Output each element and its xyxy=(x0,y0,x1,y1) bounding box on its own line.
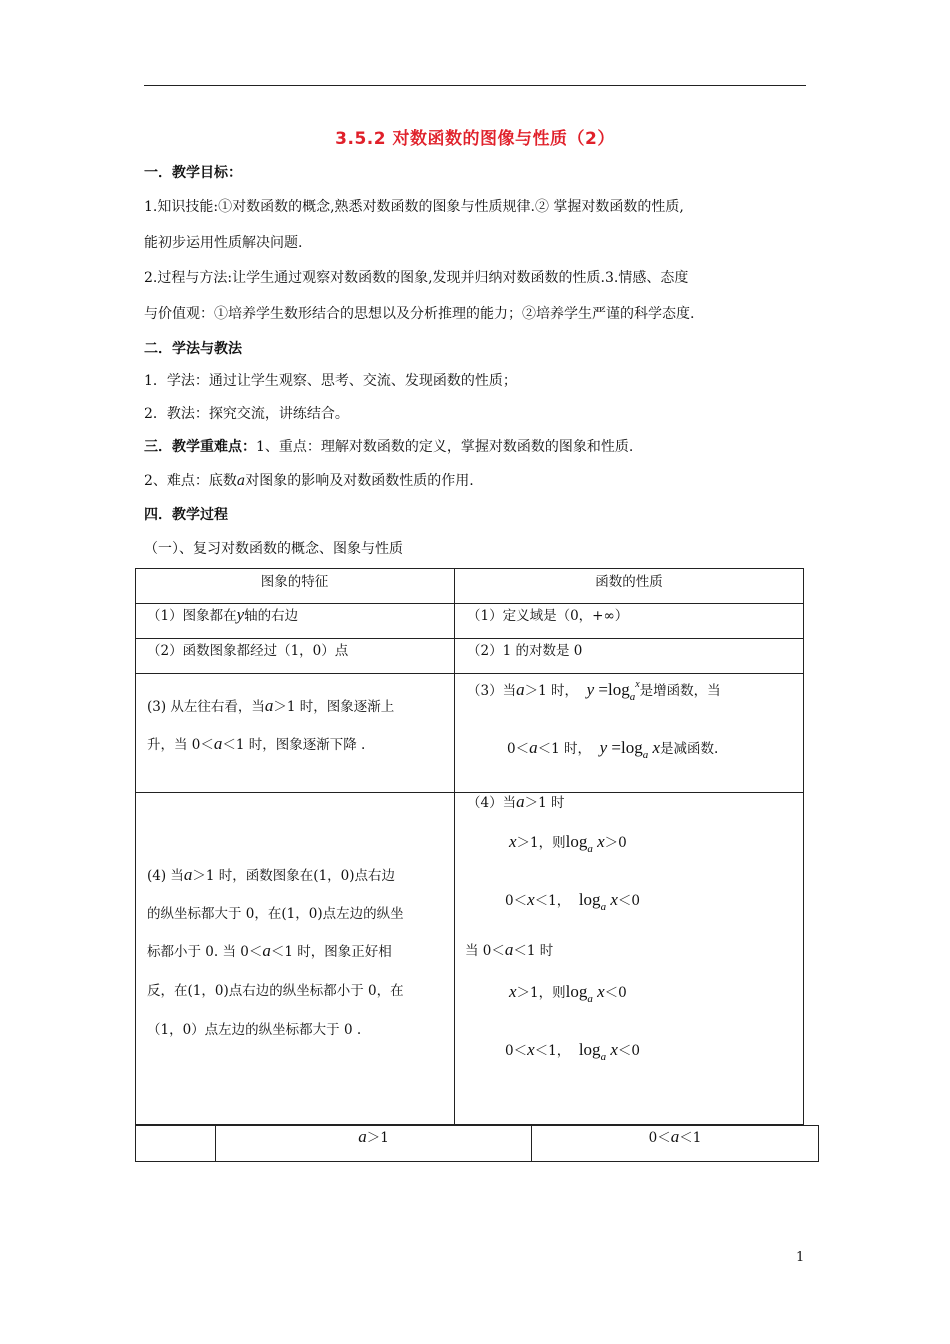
goal1-line1: 1.知识技能:①对数函数的概念,熟悉对数函数的图象与性质规律.② 掌握对数函数的性质, xyxy=(144,199,684,215)
col-a-greater-1: a＞1 xyxy=(358,1127,389,1146)
key-heading: 三．教学重难点： xyxy=(144,439,256,455)
process-heading: 四．教学过程 xyxy=(144,507,228,523)
row4-right-line4: 当 0＜a＜1 时 xyxy=(465,940,554,959)
key-2: 2、难点：底数a对图象的影响及对数函数性质的作用. xyxy=(144,473,474,489)
header-rule xyxy=(144,85,806,86)
goal2-line2: 与价值观：①培养学生数形结合的思想以及分析推理的能力；②培养学生严谨的科学态度. xyxy=(144,306,695,322)
page-number: 1 xyxy=(796,1250,805,1265)
row4-left-line2: 的纵坐标都大于 0，在(1，0)点左边的纵坐 xyxy=(147,906,404,922)
method-heading: 二．学法与教法 xyxy=(144,341,242,357)
row1-left: （1）图象都在y轴的右边 xyxy=(147,605,299,624)
row4-right-line3: 0＜x＜1， $\log_a x<0$ xyxy=(505,890,640,913)
row4-left-line4: 反，在(1，0)点右边的纵坐标都小于 0，在 xyxy=(147,983,404,999)
row4-left-line5: （1，0）点左边的纵坐标都大于 0 . xyxy=(147,1022,362,1038)
row3-right-line1: （3）当a＞1 时， $y =\log_a^x$是增函数，当 xyxy=(467,679,721,703)
row4-left-line3: 标都小于 0. 当 0＜a＜1 时，图象正好相 xyxy=(147,941,392,960)
graph-table-header xyxy=(135,1125,819,1162)
key-1: 1、重点：理解对数函数的定义，掌握对数函数的图象和性质. xyxy=(256,439,634,455)
col-a-between-0-1: 0＜a＜1 xyxy=(648,1127,702,1146)
key-points xyxy=(144,437,814,457)
goal1-line2: 能初步运用性质解决问题. xyxy=(144,235,303,251)
row2-left: （2）函数图象都经过（1，0）点 xyxy=(147,643,349,659)
method-1: 1．学法：通过让学生观察、思考、交流、发现函数的性质； xyxy=(144,373,517,389)
row2-right: （2）1 的对数是 0 xyxy=(467,643,583,659)
header-right: 函数的性质 xyxy=(595,574,663,590)
row4-right-line6: 0＜x＜1， $\log_a x<0$ xyxy=(505,1040,640,1063)
row1-right: （1）定义域是（0，+∞） xyxy=(467,608,629,624)
row4-right-line5: x＞1，则$\log_a x<0$ xyxy=(509,982,627,1005)
goal2-line1: 2.过程与方法:让学生通过观察对数函数的图象,发现并归纳对数函数的性质.3.情感、态度 xyxy=(144,270,689,286)
method-2: 2．教法：探究交流，讲练结合。 xyxy=(144,406,349,422)
goals-heading: 一．教学目标： xyxy=(144,165,242,181)
row4-right-line2: x＞1，则$\log_a x>0$ xyxy=(509,832,627,855)
row3-right-line2: 0＜a＜1 时， $y =\log_a$ x是减函数. xyxy=(507,738,719,761)
row3-left-line1: (3) 从左往右看，当a＞1 时，图象逐渐上 xyxy=(147,696,395,715)
row4-right-line1: （4）当a＞1 时 xyxy=(467,792,565,811)
page-title: 3.5.2 对数函数的图像与性质（2） xyxy=(335,129,615,149)
header-left: 图象的特征 xyxy=(260,574,329,590)
process-subheading: （一）、复习对数函数的概念、图象与性质 xyxy=(144,541,403,557)
properties-table xyxy=(135,568,804,1125)
row4-left-line1: (4) 当a＞1 时，函数图象在(1，0)点右边 xyxy=(147,865,396,884)
row3-left-line2: 升，当 0＜a＜1 时，图象逐渐下降 . xyxy=(147,734,366,753)
